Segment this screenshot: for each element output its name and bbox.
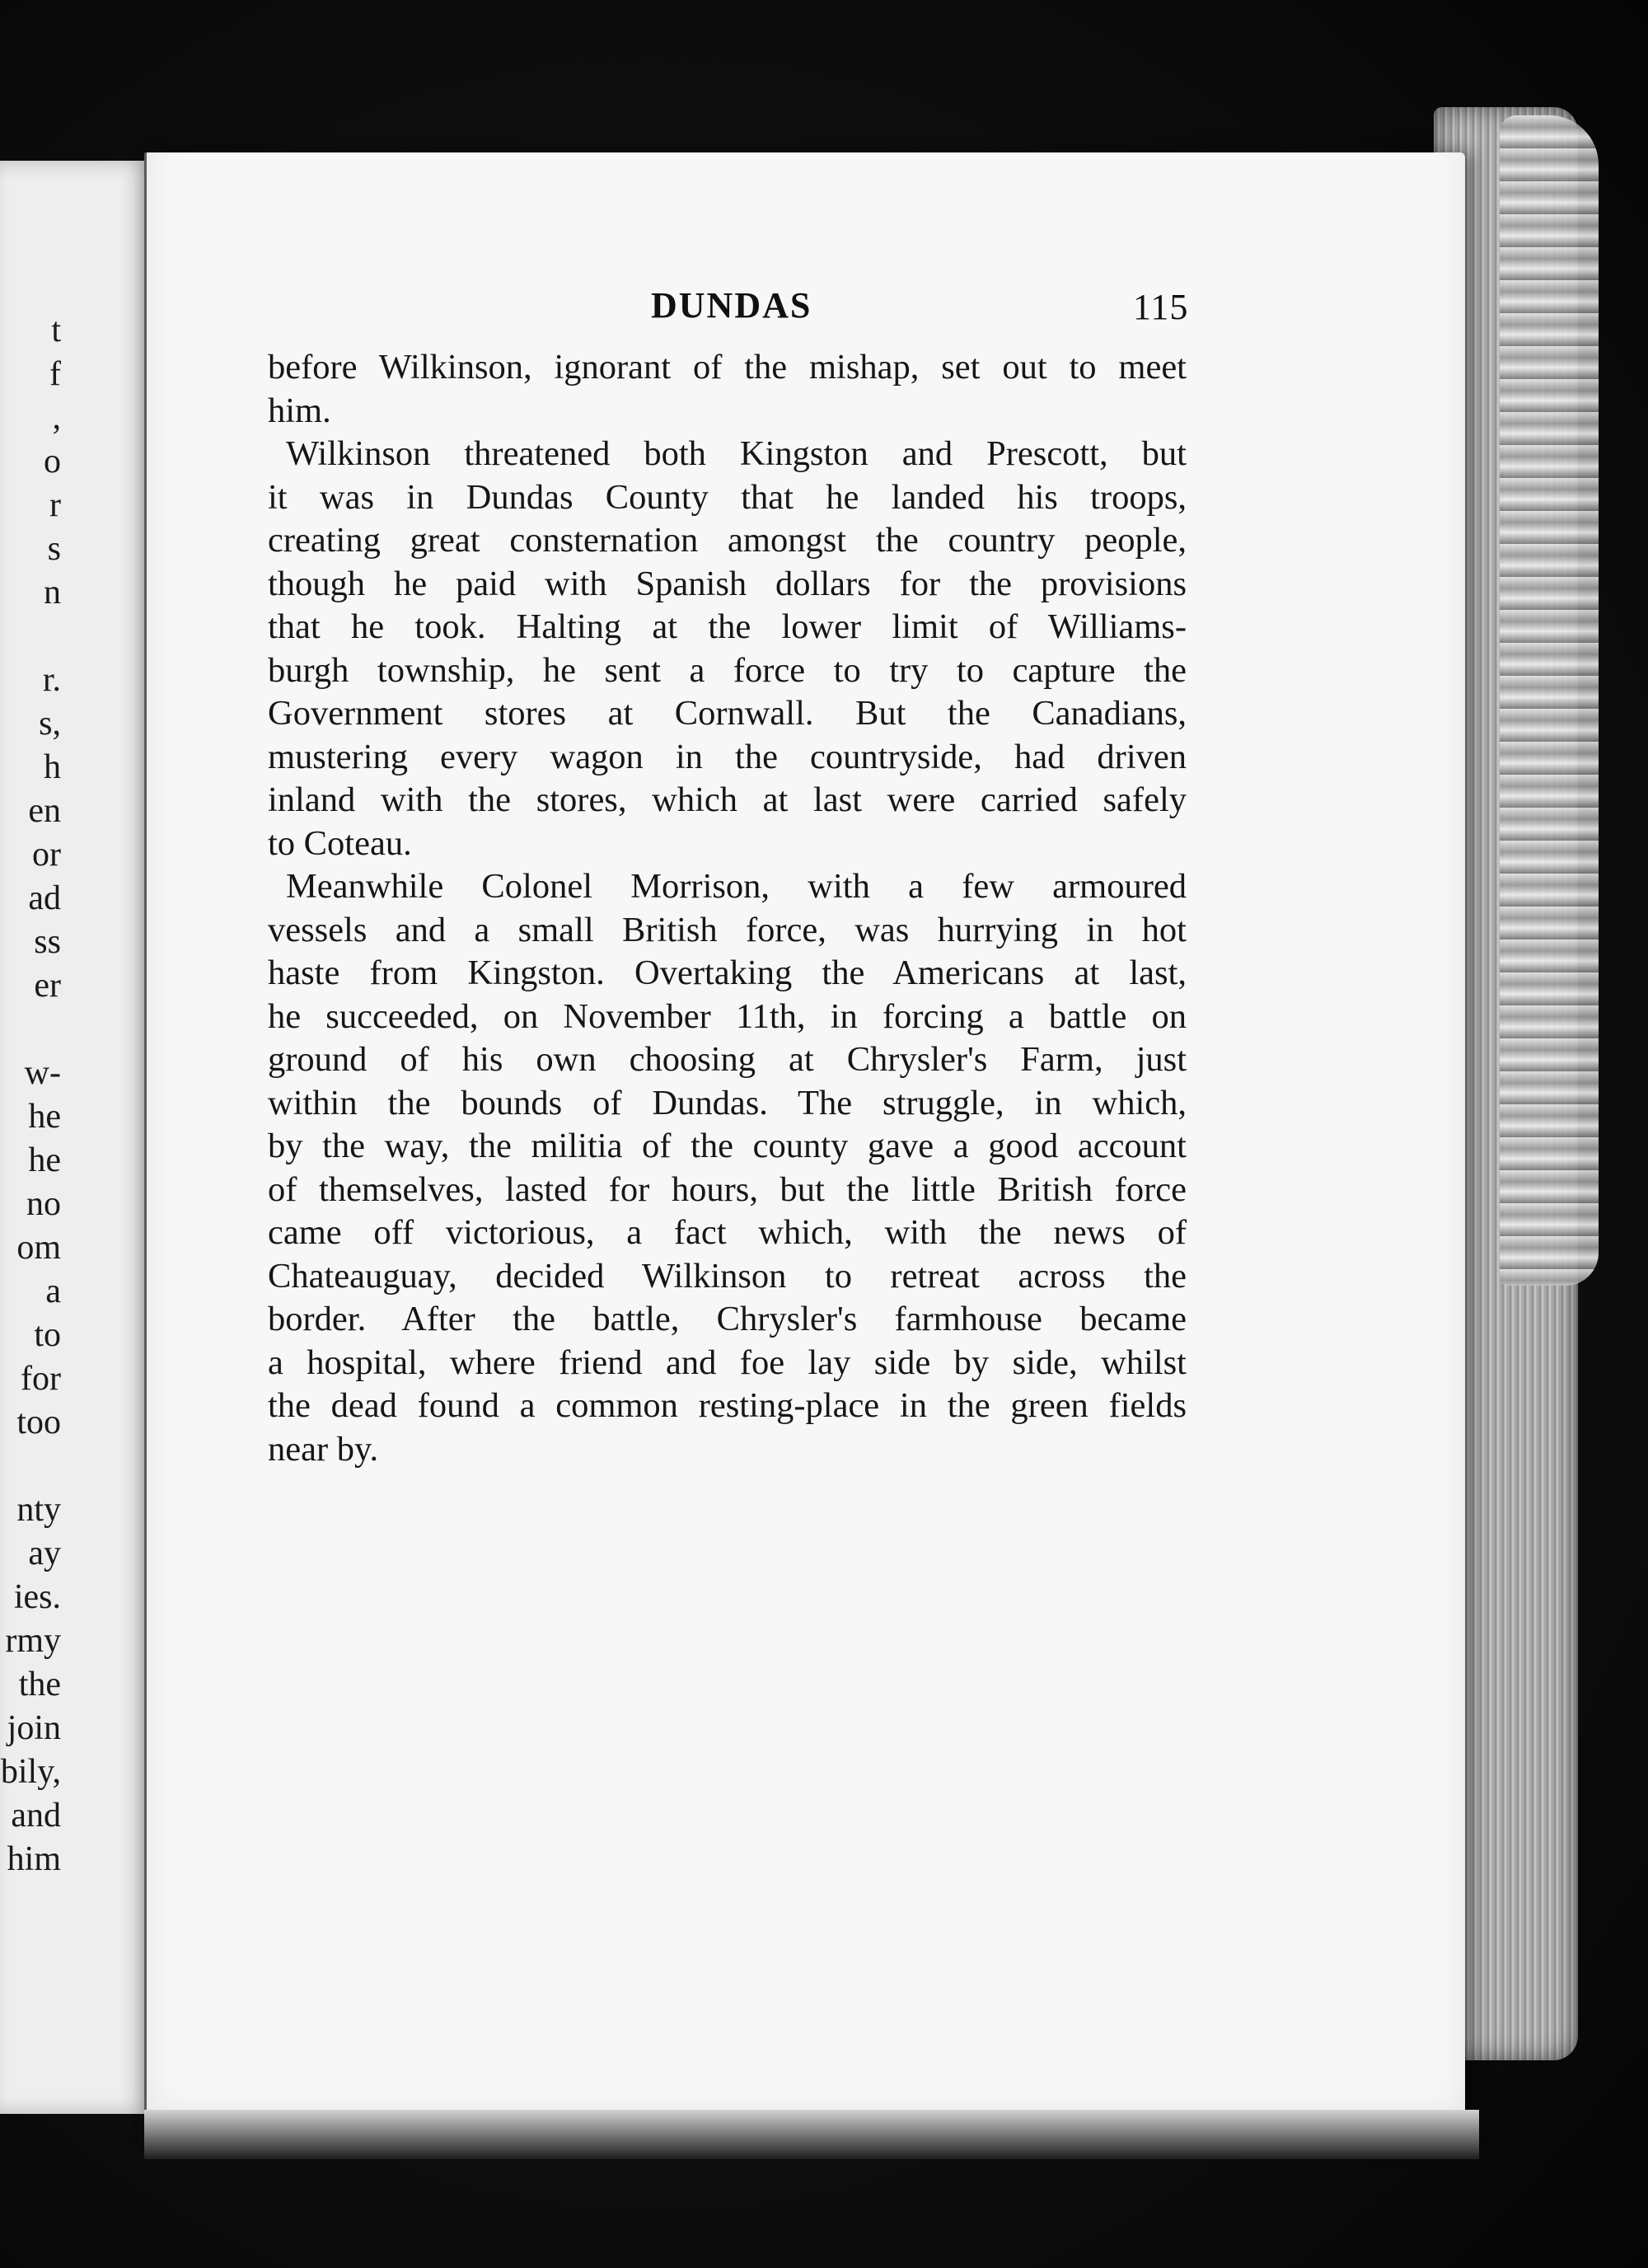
facing-page-line: bily, <box>0 1753 61 1791</box>
text-line <box>268 606 1187 649</box>
body-text <box>268 346 1187 1471</box>
text-line <box>268 1255 1187 1299</box>
text-line-content: inland with the stores, which at last were carried safely <box>268 780 1187 819</box>
text-line-content: creating great consternation amongst the country people, <box>268 521 1187 560</box>
paragraph <box>268 433 1187 865</box>
text-line-content: the dead found a common resting-place in the green fields <box>268 1386 1187 1425</box>
text-line-content: of themselves, lasted for hours, but the little British force <box>268 1169 1187 1209</box>
text-line <box>268 996 1187 1039</box>
text-line-content: haste from Kingston. Overtaking the Americans at last, <box>268 954 1187 992</box>
paragraph <box>268 346 1187 433</box>
facing-page-line <box>0 1445 148 1488</box>
facing-page-line: ss <box>34 923 61 961</box>
text-line-content: it was in Dundas County that he landed his troops, <box>268 477 1187 517</box>
page-number: 115 <box>1133 287 1189 327</box>
running-head: DUNDAS <box>651 285 812 326</box>
text-line-content: Wilkinson threatened both Kingston and Prescott, but <box>286 434 1187 473</box>
text-line-content: a hospital, where friend and foe lay side by side, whilst <box>268 1343 1187 1382</box>
text-line-content: he succeeded, on November 11th, in forcing a battle on <box>268 996 1187 1036</box>
text-line <box>268 1169 1187 1212</box>
facing-page-line: ies. <box>13 1578 61 1616</box>
facing-page-line: rmy <box>5 1622 61 1660</box>
text-line <box>268 476 1187 520</box>
text-line <box>268 346 1187 390</box>
page-bottom-edge <box>144 2110 1479 2159</box>
text-line <box>268 1342 1187 1385</box>
torn-page-edges <box>1500 115 1599 1286</box>
facing-page <box>0 161 153 2114</box>
text-line-content: burgh township, he sent a force to try to capture the <box>268 650 1187 690</box>
text-line <box>268 909 1187 953</box>
text-line-content: him. <box>268 391 331 430</box>
facing-page-line: om <box>16 1229 61 1267</box>
text-line-content: came off victorious, a fact which, with the news of <box>268 1213 1187 1252</box>
facing-page-line: ad <box>28 879 61 917</box>
page-header <box>651 284 1228 342</box>
facing-page-line: o <box>44 443 61 480</box>
text-line <box>268 1125 1187 1169</box>
text-line <box>268 649 1187 693</box>
text-line-content: within the bounds of Dundas. The struggle, in which, <box>268 1083 1187 1122</box>
facing-page-line: n <box>44 574 61 612</box>
facing-page-line: ay <box>28 1535 61 1572</box>
facing-page-line: , <box>52 399 61 437</box>
text-line-content: that he took. Halting at the lower limit of Williams- <box>268 607 1187 646</box>
facing-page-line: s <box>47 530 61 568</box>
facing-page-line: no <box>26 1185 61 1223</box>
facing-page-line: him <box>7 1840 61 1878</box>
text-line-content: mustering every wagon in the countryside, had driven <box>268 737 1187 776</box>
facing-page-line: and <box>11 1797 61 1835</box>
facing-page-line: to <box>34 1316 61 1354</box>
text-line <box>268 433 1187 476</box>
facing-page-line: he <box>28 1141 61 1179</box>
text-line <box>268 1385 1187 1428</box>
paragraph <box>268 865 1187 1471</box>
text-line <box>268 692 1187 736</box>
text-line <box>268 1428 1187 1472</box>
text-line <box>268 1038 1187 1082</box>
text-line-content: Meanwhile Colonel Morrison, with a few armoured <box>286 867 1187 906</box>
text-line <box>268 952 1187 996</box>
text-line <box>268 736 1187 780</box>
text-line <box>268 390 1187 433</box>
text-line-content: ground of his own choosing at Chrysler's Farm, just <box>268 1040 1187 1079</box>
facing-page-line: too <box>16 1403 61 1441</box>
text-line <box>268 1082 1187 1126</box>
facing-page-line: r. <box>42 661 61 699</box>
facing-page-line: er <box>34 967 61 1005</box>
facing-page-text <box>0 309 148 1881</box>
text-line <box>268 865 1187 909</box>
text-line-content: Chateauguay, decided Wilkinson to retreat across the <box>268 1256 1187 1296</box>
facing-page-line: the <box>18 1666 61 1703</box>
facing-page-line: w- <box>24 1054 61 1092</box>
facing-page-line: r <box>49 486 61 524</box>
text-line-content: near by. <box>268 1429 379 1469</box>
text-line-content: vessels and a small British force, was hurrying in hot <box>268 910 1187 949</box>
facing-page-line: join <box>7 1709 61 1747</box>
text-line <box>268 1211 1187 1255</box>
facing-page-line: he <box>28 1098 61 1136</box>
text-line-content: border. After the battle, Chrysler's farmhouse became <box>268 1300 1187 1338</box>
facing-page-line: h <box>44 748 61 786</box>
facing-page-line <box>0 615 148 658</box>
facing-page-line: a <box>45 1272 61 1310</box>
facing-page-line: s, <box>39 705 61 743</box>
text-line-content: to Coteau. <box>268 823 412 863</box>
facing-page-line: nty <box>16 1491 61 1529</box>
facing-page-line: for <box>21 1360 61 1398</box>
text-line-content: before Wilkinson, ignorant of the mishap, set out to meet <box>268 348 1187 387</box>
facing-page-line: t <box>51 312 61 349</box>
text-line <box>268 779 1187 822</box>
text-line <box>268 563 1187 607</box>
text-line-content: though he paid with Spanish dollars for the provisions <box>268 564 1187 603</box>
facing-page-line: or <box>32 836 61 874</box>
facing-page-line: f <box>49 355 61 393</box>
text-line-content: by the way, the militia of the county gave a good account <box>268 1127 1187 1165</box>
text-line <box>268 519 1187 563</box>
text-line <box>268 822 1187 866</box>
text-line <box>268 1298 1187 1342</box>
facing-page-line: en <box>28 792 61 830</box>
text-line-content: Government stores at Cornwall. But the Canadians, <box>268 694 1187 733</box>
facing-page-line <box>0 1008 148 1052</box>
